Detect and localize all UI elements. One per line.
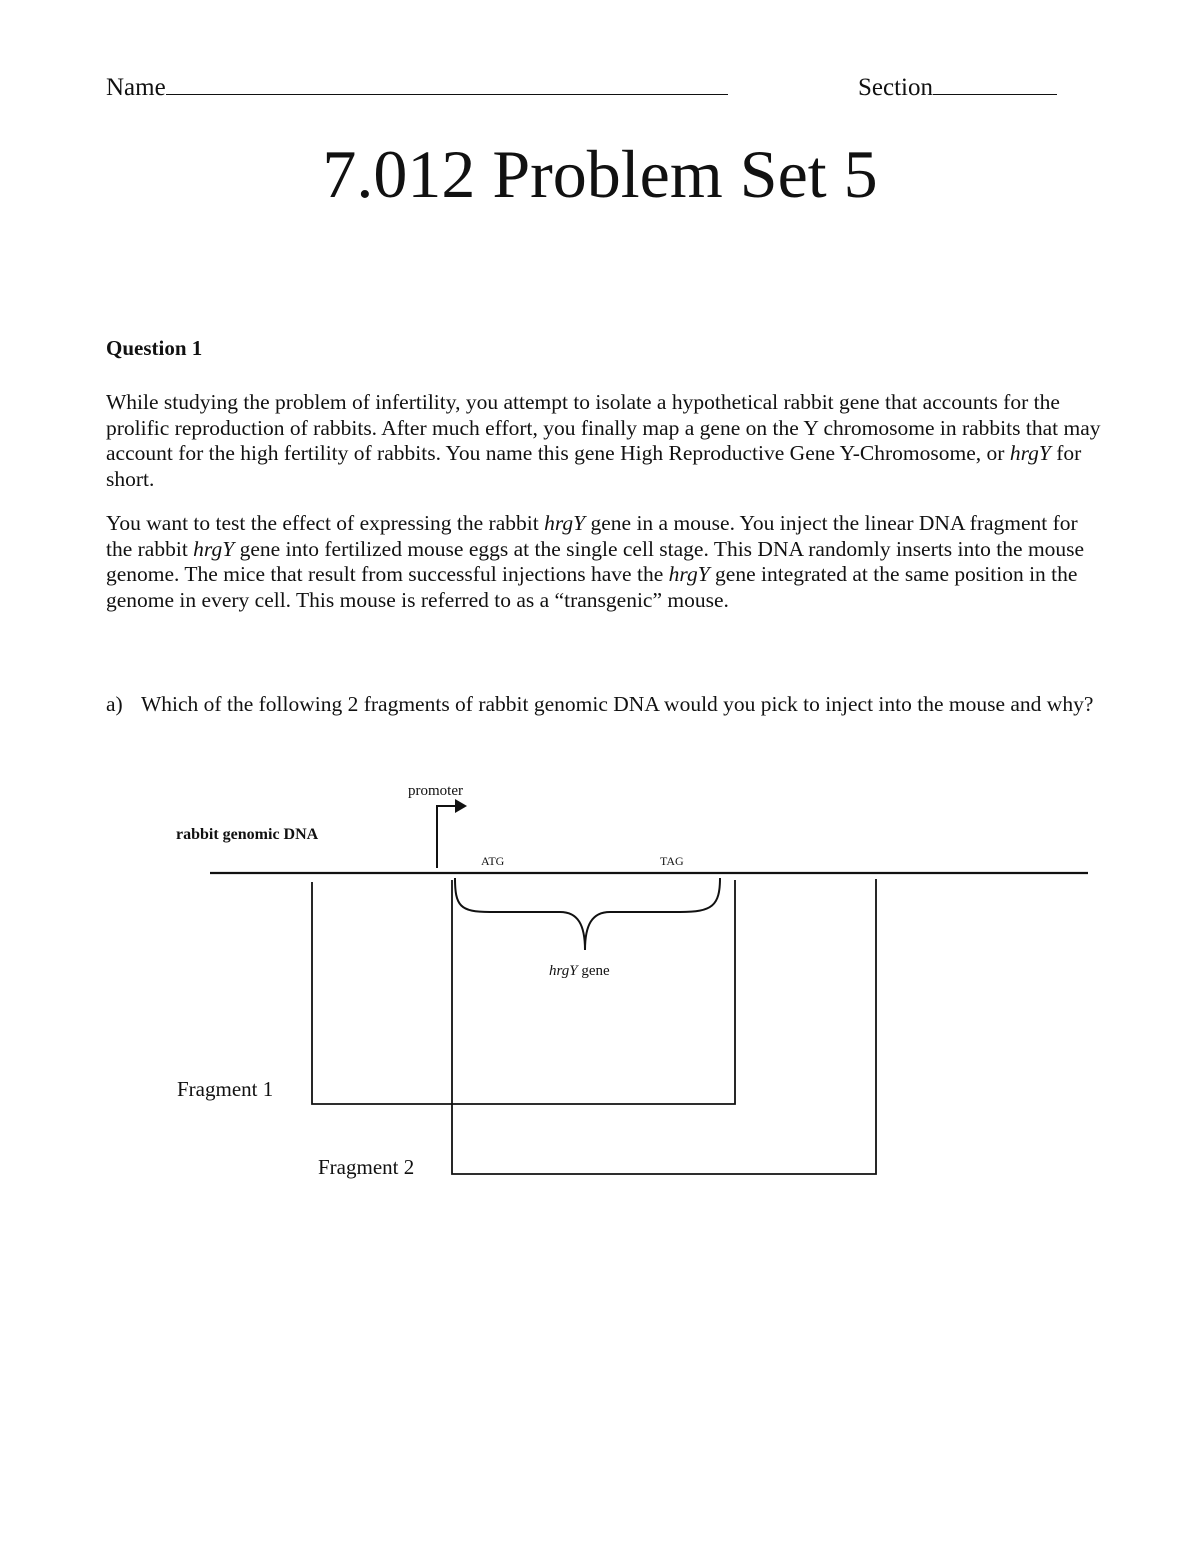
name-blank [166,72,728,95]
section-blank [933,72,1057,95]
promoter-arrow [436,799,467,868]
gene-name: hrgY [1009,441,1051,466]
gene-label-name: hrgY [549,963,578,979]
start-codon-label: ATG [481,854,505,868]
page-title: 7.012 Problem Set 5 [322,136,878,212]
question-paragraph-2: You want to test the effect of expressing the rabbit hrgY gene in a mouse. You inject the linear DNA fragment for the rabbit hrgY gene into fertilized mouse eggs at the single cell stage. This DNA randomly inserts into the mouse genome. The mice that result from successful injections have the hrgY gene integrated at the same position in the genome in every cell. This mouse is referred to as a “transgenic” mouse. [106,511,1085,612]
gene-brace [455,878,720,950]
stop-codon-label: TAG [660,854,684,868]
fragment-2-label: Fragment 2 [318,1155,415,1179]
question-heading: Question 1 [106,336,203,360]
name-field [106,72,728,102]
section-field [858,72,1057,102]
part-a-marker: a) [106,692,123,716]
question-paragraph-1: While studying the problem of infertility, you attempt to isolate a hypothetical rabbit gene that accounts for the prolific reproduction of rabbits. After much effort, you finally map a gene on the Y chromosome in rabbits that may account for the high fertility of rabbits. You name this gene High Reproductive Gene Y-Chromosome, or hrgY for short. [106,390,1101,491]
dna-fragment-diagram [0,760,1200,1220]
gene-name: hrgY [193,536,235,561]
part-a-text: Which of the following 2 fragments of rabbit genomic DNA would you pick to inject into the mouse and why? [141,692,1094,716]
dna-label: rabbit genomic DNA [176,826,319,843]
gene-label-rest: gene [577,963,610,979]
part-a [106,692,1101,718]
promoter-label: promoter [408,783,463,799]
fragment-1-label: Fragment 1 [177,1077,274,1101]
section-label: Section [858,74,933,101]
fragment-1-bracket [312,880,735,1104]
gene-name: hrgY [544,511,586,535]
gene-name: hrgY [668,562,710,587]
fragment-2-bracket [452,879,876,1174]
gene-label [549,963,610,979]
name-label: Name [106,74,166,101]
